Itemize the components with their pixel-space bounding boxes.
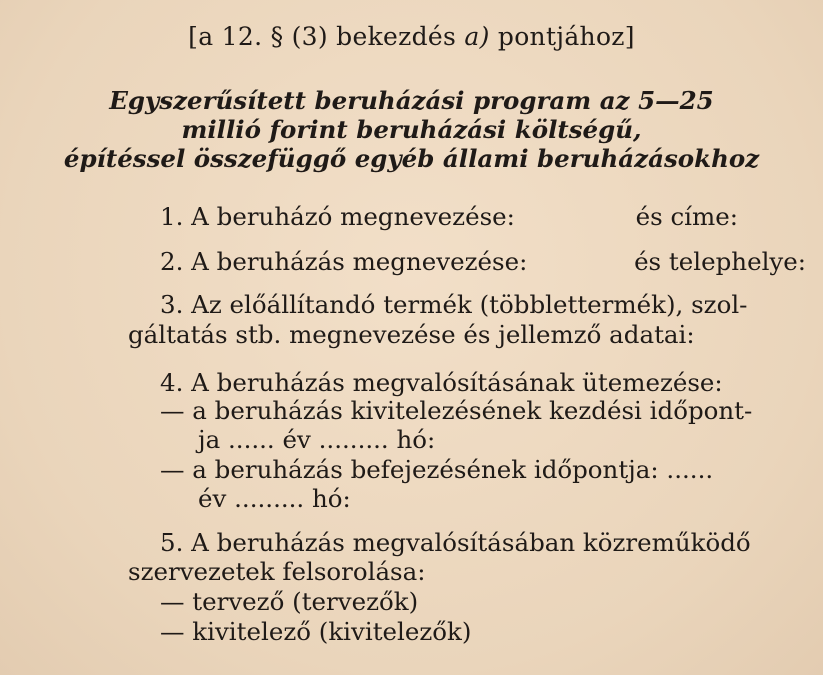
item-1 xyxy=(160,202,738,232)
title-line-2: millió forint beruházási költségű, xyxy=(181,115,642,144)
item-2-right: és telephelye: xyxy=(634,247,806,276)
section-reference-prefix: [a 12. § (3) bekezdés xyxy=(188,22,465,51)
section-reference-italic: a) xyxy=(464,22,490,51)
item-4-line-1: 4. A beruházás megvalósításának ütemezése: xyxy=(160,368,723,397)
item-5-sub-1: — tervező (tervezők) xyxy=(160,587,419,616)
title-line-3: építéssel összefüggő egyéb állami beruházásokhoz xyxy=(63,144,760,173)
section-reference xyxy=(0,22,823,51)
item-1-right: és címe: xyxy=(635,202,738,231)
item-4-dash-2-line-2: év ......... hó: xyxy=(198,484,351,513)
section-reference-suffix: pontjához] xyxy=(489,22,635,51)
document-title xyxy=(0,86,823,173)
item-2-left: 2. A beruházás megnevezése: xyxy=(160,247,528,276)
title-line-1: Egyszerűsített beruházási program az 5—25 xyxy=(109,86,714,115)
item-5-sub-2: — kivitelező (kivitelezők) xyxy=(160,617,472,646)
item-4-dash-1-line-2: ja ...... év ......... hó: xyxy=(198,425,436,454)
item-2 xyxy=(160,247,806,277)
item-5-line-2: szervezetek felsorolása: xyxy=(128,557,426,586)
item-4-dash-2-line-1: — a beruházás befejezésének időpontja: ...... xyxy=(160,455,714,484)
item-4-dash-1-line-1: — a beruházás kivitelezésének kezdési időpont- xyxy=(160,396,753,425)
item-1-left: 1. A beruházó megnevezése: xyxy=(160,202,515,231)
item-5-line-1: 5. A beruházás megvalósításában közreműködő xyxy=(160,528,751,557)
item-3-line-1: 3. Az előállítandó termék (többlettermék), szol- xyxy=(160,290,748,319)
item-3-line-2: gáltatás stb. megnevezése és jellemző adatai: xyxy=(128,320,695,349)
